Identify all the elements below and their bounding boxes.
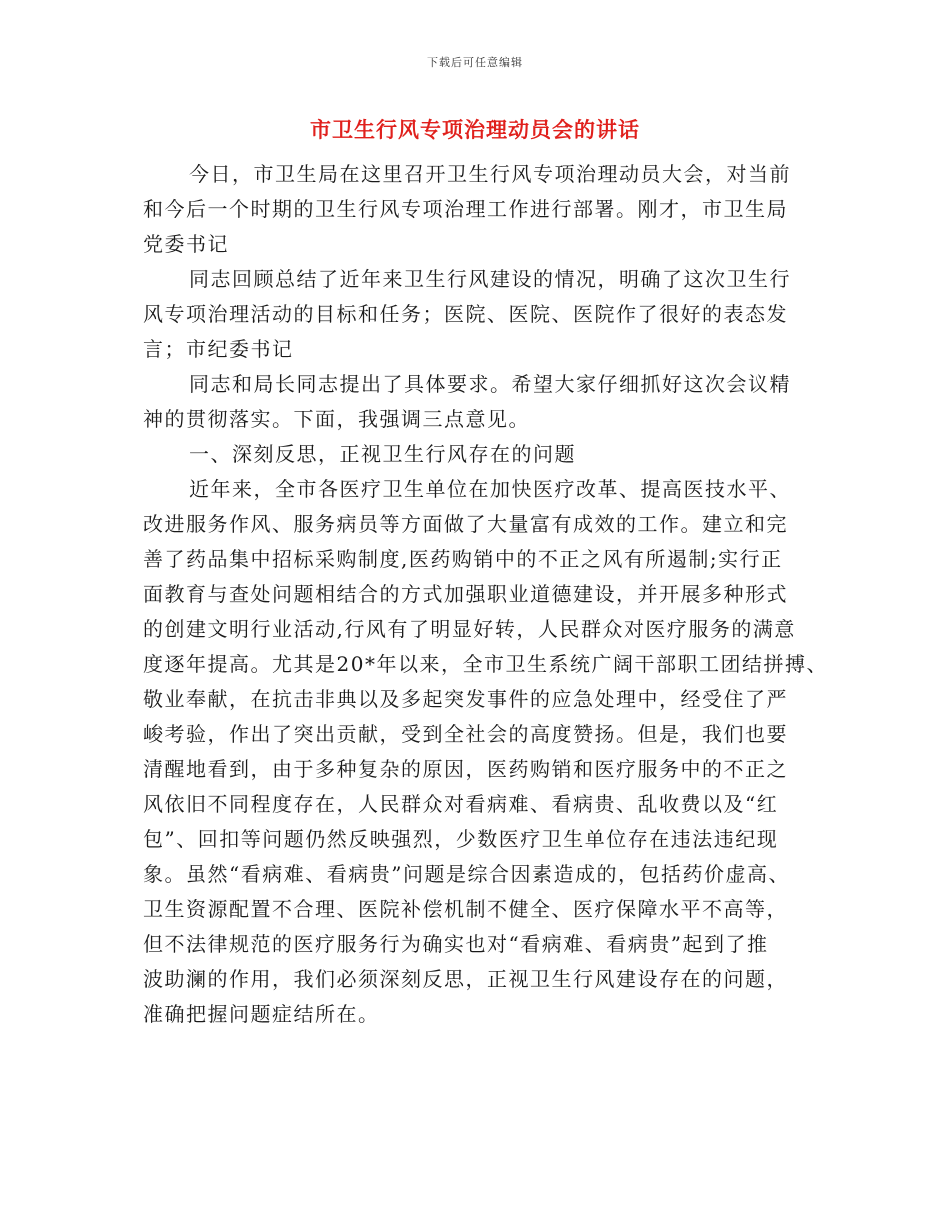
body-line: 面教育与查处问题相结合的方式加强职业道德建设，并开展多种形式 <box>143 582 788 606</box>
body-line: 象。虽然“看病难、看病贵”问题是综合因素造成的，包括药价虚高、 <box>143 862 790 886</box>
body-line: 同志回顾总结了近年来卫生行风建设的情况，明确了这次卫生行 <box>189 267 791 291</box>
body-line: 风依旧不同程度存在，人民群众对看病难、看病贵、乱收费以及“红 <box>143 792 779 816</box>
body-line: 但不法律规范的医疗服务行为确实也对“看病难、看病贵”起到了推 <box>143 932 769 956</box>
body-line: 同志和局长同志提出了具体要求。希望大家仔细抓好这次会议精 <box>189 372 791 396</box>
body-line: 今日，市卫生局在这里召开卫生行风专项治理动员大会，对当前 <box>189 162 791 186</box>
body-line: 一、深刻反思，正视卫生行风存在的问题 <box>189 442 576 466</box>
body-line: 卫生资源配置不合理、医院补偿机制不健全、医疗保障水平不高等， <box>143 897 788 921</box>
body-line: 和今后一个时期的卫生行风专项治理工作进行部署。刚才，市卫生局 <box>143 197 788 221</box>
body-line: 神的贯彻落实。下面，我强调三点意见。 <box>143 407 530 431</box>
header-note: 下载后可任意编辑 <box>427 56 523 69</box>
body-line: 敬业奉献，在抗击非典以及多起突发事件的应急处理中，经受住了严 <box>143 687 788 711</box>
body-line: 言；市纪委书记 <box>143 337 294 361</box>
body-line: 改进服务作风、服务病员等方面做了大量富有成效的工作。建立和完 <box>143 512 788 536</box>
body-line: 党委书记 <box>143 232 229 256</box>
body-line: 波助澜的作用，我们必须深刻反思，正视卫生行风建设存在的问题， <box>143 967 788 991</box>
body-line: 包”、回扣等问题仍然反映强烈，少数医疗卫生单位存在违法违纪现 <box>143 827 779 851</box>
body-line: 准确把握问题症结所在。 <box>143 1002 380 1026</box>
body-line: 清醒地看到，由于多种复杂的原因，医药购销和医疗服务中的不正之 <box>143 757 788 781</box>
body-line: 的创建文明行业活动,行风有了明显好转，人民群众对医疗服务的满意 <box>143 617 796 641</box>
body-line: 峻考验，作出了突出贡献，受到全社会的高度赞扬。但是，我们也要 <box>143 722 788 746</box>
body-line: 度逐年提高。尤其是20*年以来，全市卫生系统广阔干部职工团结拼搏、 <box>143 652 828 676</box>
document-body <box>143 157 828 1032</box>
body-line: 善了药品集中招标采购制度,医药购销中的不正之风有所遏制;实行正 <box>143 547 783 571</box>
body-line: 近年来，全市各医疗卫生单位在加快医疗改革、提高医技水平、 <box>189 477 791 501</box>
body-line: 风专项治理活动的目标和任务；医院、医院、医院作了很好的表态发 <box>143 302 788 326</box>
document-title: 市卫生行风专项治理动员会的讲话 <box>310 117 640 142</box>
